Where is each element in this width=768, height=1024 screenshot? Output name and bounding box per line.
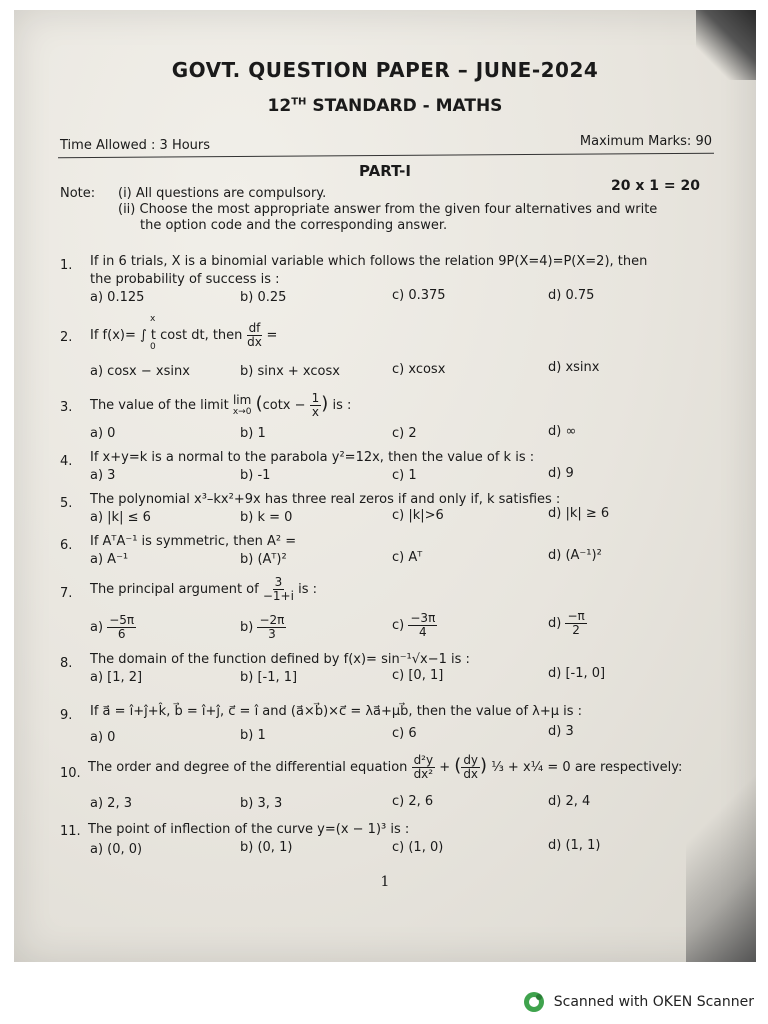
question-text: The principal argument of $\frac{3}{-1+i}$ is :	[90, 575, 317, 603]
option-d: d) 0.75	[548, 288, 595, 303]
question-number: 2.	[60, 330, 73, 345]
option-d: d) 2, 4	[548, 794, 591, 809]
option-c: c) (1, 0)	[392, 840, 444, 855]
option-a: a) 0	[90, 426, 116, 441]
option-a: a) 3	[90, 468, 116, 483]
option-c: c) xcosx	[392, 362, 446, 377]
part-title: PART-I	[359, 162, 411, 180]
paper-title: GOVT. QUESTION PAPER – JUNE-2024	[171, 58, 599, 82]
time-allowed: Time Allowed : 3 Hours	[60, 138, 211, 153]
scanner-logo-icon	[522, 990, 546, 1014]
option-a: a) A⁻¹	[90, 552, 129, 567]
question-text: The domain of the function defined by f(x)= sin⁻¹√x−1 is :	[90, 652, 470, 667]
question-number: 11.	[60, 824, 81, 839]
option-d: d) xsinx	[548, 360, 600, 375]
question-number: 4.	[60, 454, 73, 469]
option-c: c) 0.375	[392, 288, 446, 303]
question-text: The polynomial x³–kx²+9x has three real zeros if and only if, k satisfies :	[90, 492, 561, 507]
scanner-text: Scanned with OKEN Scanner	[553, 994, 754, 1010]
option-d: d) 9	[548, 466, 574, 481]
question-text: The order and degree of the differential equation $\frac{\text{d²y}}{\text{dx²}}$ + ( $\frac{dy}{dx}$ ) ⅓ + x¼ = 0 are respectively:	[88, 753, 683, 781]
option-a: a) |k| ≤ 6	[90, 510, 151, 525]
option-c: c) $\frac{-3\pi}{4}$	[392, 611, 436, 639]
question-text-cont: the probability of success is :	[90, 272, 280, 287]
header-divider	[58, 153, 714, 159]
question-text: If f(x)= ∫ t cost dt, then x 0 $\frac{df}{dx}$ =	[90, 314, 278, 352]
option-d: d) 3	[548, 724, 574, 739]
question-text: If x+y=k is a normal to the parabola y²=12x, then the value of k is :	[90, 450, 535, 465]
question-number: 3.	[60, 400, 73, 415]
option-b: b) -1	[240, 468, 271, 483]
option-b: b) (0, 1)	[240, 840, 293, 855]
option-a: a) 2, 3	[90, 796, 132, 811]
option-a: a) [1, 2]	[90, 670, 143, 685]
note-2: (ii) Choose the most appropriate answer from the given four alternatives and write	[118, 202, 658, 217]
option-b: b) k = 0	[240, 510, 293, 525]
option-a: a) $\frac{-5\pi}{6}$	[90, 613, 135, 641]
question-number: 8.	[60, 656, 73, 671]
scan-shadow-bottom	[686, 762, 756, 962]
option-c: c) 1	[392, 468, 417, 483]
standard-title: 12TH STANDARD - MATHS	[267, 96, 503, 116]
option-a: a) cosx − xsinx	[90, 364, 190, 379]
option-a: a) 0	[90, 730, 116, 745]
maximum-marks: Maximum Marks: 90	[579, 134, 712, 149]
question-number: 10.	[60, 766, 81, 781]
option-c: c) [0, 1]	[392, 668, 444, 683]
option-b: b) 0.25	[240, 290, 287, 305]
note-1: (i) All questions are compulsory.	[118, 186, 327, 201]
option-b: b) 3, 3	[240, 796, 283, 811]
question-text: If AᵀA⁻¹ is symmetric, then A² =	[90, 534, 297, 549]
option-b: b) $\frac{-2\pi}{3}$	[240, 613, 285, 641]
option-a: a) (0, 0)	[90, 842, 143, 857]
option-b: b) [-1, 1]	[240, 670, 298, 685]
option-d: d) $\frac{-\pi}{2}$	[548, 609, 585, 637]
option-c: c) 2	[392, 426, 417, 441]
question-text: The value of the limit lim x→0 (cotx − $\frac{1}{x}$ ) is :	[90, 391, 352, 419]
option-c: c) Aᵀ	[392, 550, 423, 565]
question-number: 1.	[60, 258, 73, 273]
question-text: The point of inflection of the curve y=(x − 1)³ is :	[88, 822, 410, 837]
option-a: a) 0.125	[90, 290, 145, 305]
option-d: d) [-1, 0]	[548, 666, 606, 681]
option-d: d) ∞	[548, 424, 577, 439]
page-number: 1	[380, 874, 390, 890]
option-c: c) 2, 6	[392, 794, 434, 809]
question-number: 6.	[60, 538, 73, 553]
question-number: 7.	[60, 586, 73, 601]
option-d: d) (A⁻¹)²	[548, 548, 602, 563]
option-c: c) |k|>6	[392, 508, 444, 523]
part-marks: 20 x 1 = 20	[611, 178, 700, 194]
option-c: c) 6	[392, 726, 417, 741]
option-b: b) sinx + xcosx	[240, 364, 340, 379]
question-paper-page	[14, 10, 756, 962]
option-b: b) (Aᵀ)²	[240, 552, 287, 567]
question-number: 9.	[60, 708, 73, 723]
option-d: d) |k| ≥ 6	[548, 506, 610, 521]
question-text: If in 6 trials, X is a binomial variable which follows the relation 9P(X=4)=P(X=2), then	[90, 254, 648, 269]
option-b: b) 1	[240, 426, 266, 441]
scanner-watermark	[522, 990, 754, 1014]
question-text: If a⃗ = î+ĵ+k̂, b⃗ = î+ĵ, c⃗ = î and (a⃗×b⃗)×c⃗ = λa⃗+μb⃗, then the value of λ+μ is :	[90, 704, 583, 719]
option-b: b) 1	[240, 728, 266, 743]
note-label: Note:	[60, 186, 96, 201]
question-number: 5.	[60, 496, 73, 511]
option-d: d) (1, 1)	[548, 838, 601, 853]
note-2b: the option code and the corresponding answer.	[140, 218, 448, 233]
